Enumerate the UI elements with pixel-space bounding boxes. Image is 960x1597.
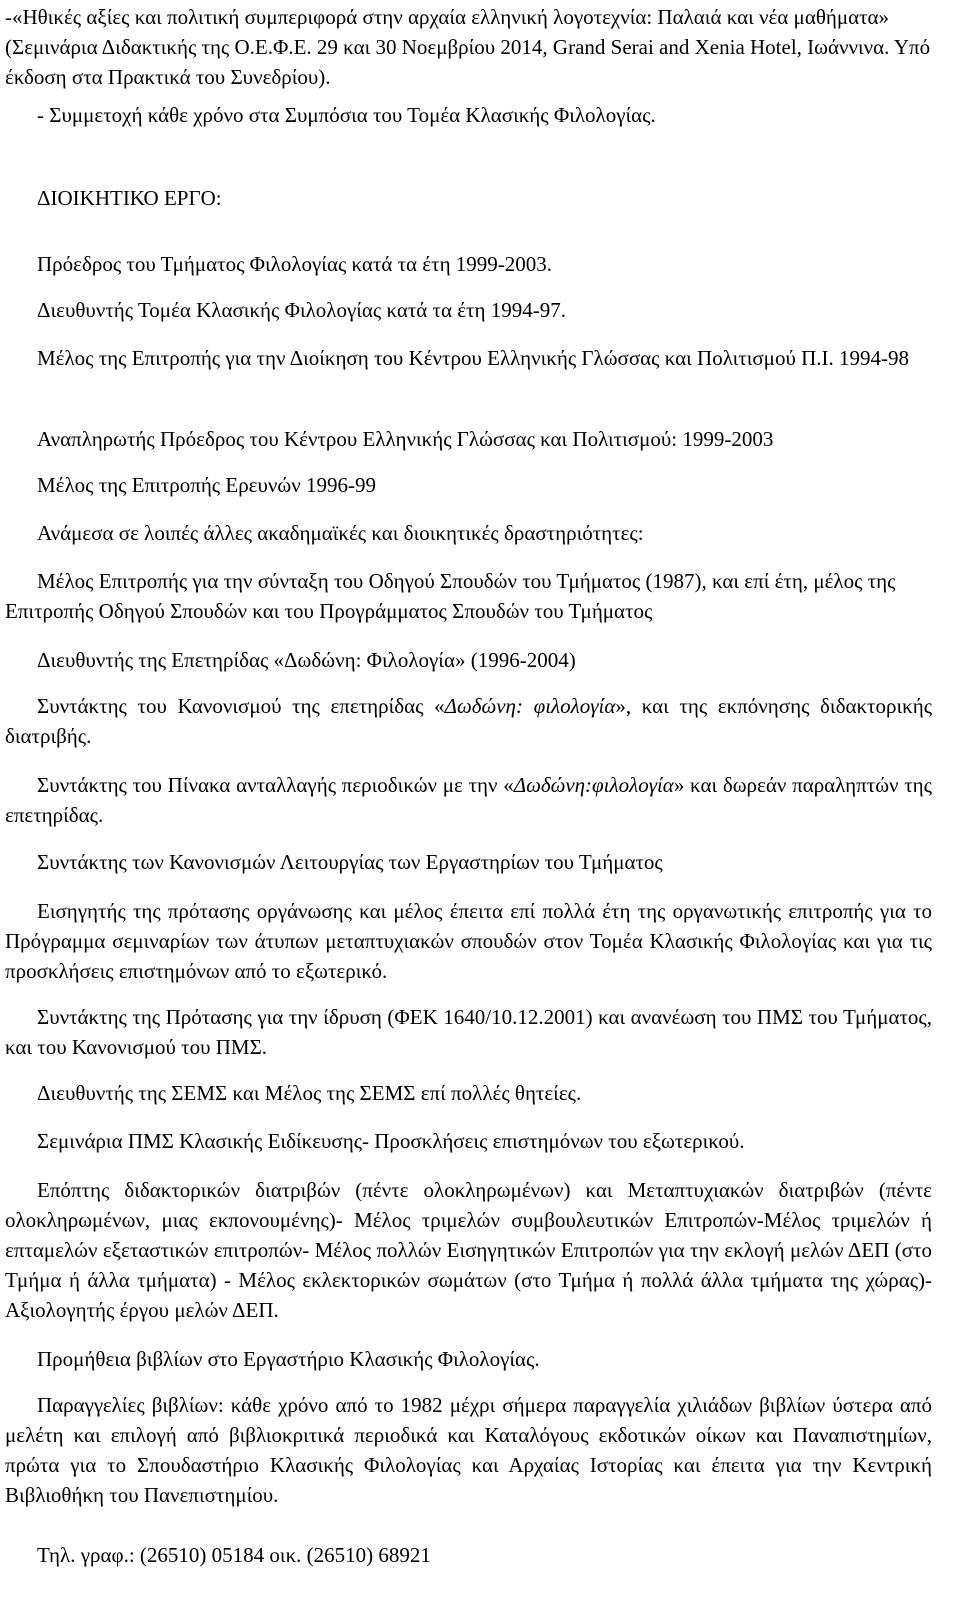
- paragraph-book-orders: Παραγγελίες βιβλίων: κάθε χρόνο από το 1982 μέχρι σήμερα παραγγελία χιλιάδων βιβλίων ύστερα από μελέτη και επιλογή από βιβλιοκριτικά περιοδικά και Καταλόγους εκδοτικών οίκων και Παναπιστημίων, πρώτα για το Σπουδαστήριο Κλασικής Φιλολογίας και Αρχαίας Ιστορίας και έπειτα για την Κεντρική Βιβλιοθήκη του Πανεπιστημίου.: [5, 1393, 932, 1507]
- paragraph-study-guide: Μέλος Επιτροπής για την σύνταξη του Οδηγού Σπουδών του Τμήματος (1987), και επί έτη, μέλος της Επιτροπής Οδηγού Σπουδών και του Προγράμματος Σπουδών του Τμήματος: [5, 569, 896, 623]
- paragraph-center-committee: Μέλος της Επιτροπής για την Διοίκηση του Κέντρου Ελληνικής Γλώσσας και Πολιτισμού Π.Ι. 1994-98: [37, 346, 909, 370]
- paragraph-supervision: Επόπτης διδακτορικών διατριβών (πέντε ολοκληρωμένων) και Μεταπτυχιακών διατριβών (πέντε ολοκληρωμένων, μιας εκπονουμένης)- Μέλος τριμελών συμβουλευτικών Επιτροπών-Μέλος τριμελών ή επταμελών εξεταστικών επιτροπών- Μέλος πολλών Εισηγητικών Επιτροπών για την εκλογή μελών ΔΕΠ (στο Τμήμα ή άλλα τμήματα) - Μέλος εκλεκτορικών σωμάτων (στο Τμήμα ή πολλά άλλα τμήματα της χώρας)-Αξιολογητής έργου μελών ΔΕΠ.: [5, 1178, 932, 1322]
- admin-heading: ΔΙΟΙΚΗΤΙΚΟ ΕΡΓΟ:: [37, 186, 222, 210]
- paragraph-yearbook-regulation: [5, 691, 932, 751]
- conference-item: -«Ηθικές αξίες και πολιτική συμπεριφορά στην αρχαία ελληνική λογοτεχνία: Παλαιά και νέα μαθήματα» (Σεμινάρια Διδακτικής της Ο.Ε.Φ.Ε. 29 και 30 Νοεμβρίου 2014, Grand Serai and Xenia Hotel, Ιωάννινα. Υπό έκδοση στα Πρακτικά του Συνεδρίου).: [5, 5, 931, 89]
- text-segment: » και δωρεάν παραληπτών της επετηρίδας.: [5, 773, 932, 827]
- paragraph-other-activities: Ανάμεσα σε λοιπές άλλες ακαδημαϊκές και διοικητικές δραστηριότητες:: [37, 521, 644, 545]
- paragraph-exchange-table: [5, 770, 932, 830]
- paragraph-book-procurement: Προμήθεια βιβλίων στο Εργαστήριο Κλασικής Φιλολογίας.: [37, 1347, 540, 1371]
- text-segment: », και της εκπόνησης διδακτορικής διατριβής.: [5, 694, 933, 748]
- paragraph-pms-seminars: Σεμινάρια ΠΜΣ Κλασικής Ειδίκευσης- Προσκλήσεις επιστημόνων του εξωτερικού.: [37, 1129, 745, 1153]
- text-segment: Συντάκτης του Πίνακα ανταλλαγής περιοδικών με την «: [37, 773, 514, 797]
- paragraph-sems: Διευθυντής της ΣΕΜΣ και Μέλος της ΣΕΜΣ επί πολλές θητείες.: [37, 1081, 582, 1105]
- paragraph-research-committee: Μέλος της Επιτροπής Ερευνών 1996-99: [37, 473, 376, 497]
- paragraph-pms-proposal: Συντάκτης της Πρότασης για την ίδρυση (ΦΕΚ 1640/10.12.2001) και ανανέωση του ΠΜΣ του Τμήματος, και του Κανονισμού του ΠΜΣ.: [5, 1005, 932, 1059]
- paragraph-deputy-president: Αναπληρωτής Πρόεδρος του Κέντρου Ελληνικής Γλώσσας και Πολιτισμού: 1999-2003: [37, 427, 774, 451]
- text-segment: Συντάκτης του Κανονισμού της επετηρίδας «: [37, 694, 445, 718]
- paragraph-lab-regulations: Συντάκτης των Κανονισμών Λειτουργίας των Εργαστηρίων του Τμήματος: [37, 850, 663, 874]
- symposia-item: - Συμμετοχή κάθε χρόνο στα Συμπόσια του Τομέα Κλασικής Φιλολογίας.: [37, 103, 656, 127]
- paragraph-yearbook-director: Διευθυντής της Επετηρίδας «Δωδώνη: Φιλολογία» (1996-2004): [37, 648, 576, 672]
- paragraph-chair: Πρόεδρος του Τμήματος Φιλολογίας κατά τα έτη 1999-2003.: [37, 252, 553, 276]
- yearbook-title: Δωδώνη: φιλολογία: [444, 694, 616, 718]
- footer-phone: Τηλ. γραφ.: (26510) 05184 οικ. (26510) 68921: [37, 1543, 431, 1567]
- paragraph-seminar-program: Εισηγητής της πρότασης οργάνωσης και μέλος έπειτα επί πολλά έτη της οργανωτικής επιτροπής για το Πρόγραμμα σεμιναρίων των άτυπων μεταπτυχιακών σπουδών στον Τομέα Κλασικής Φιλολογίας και για τις προσκλήσεις επιστημόνων από το εξωτερικό.: [5, 899, 932, 983]
- paragraph-sector-director: Διευθυντής Τομέα Κλασικής Φιλολογίας κατά τα έτη 1994-97.: [37, 298, 566, 322]
- yearbook-title: Δωδώνη:φιλολογία: [513, 773, 674, 797]
